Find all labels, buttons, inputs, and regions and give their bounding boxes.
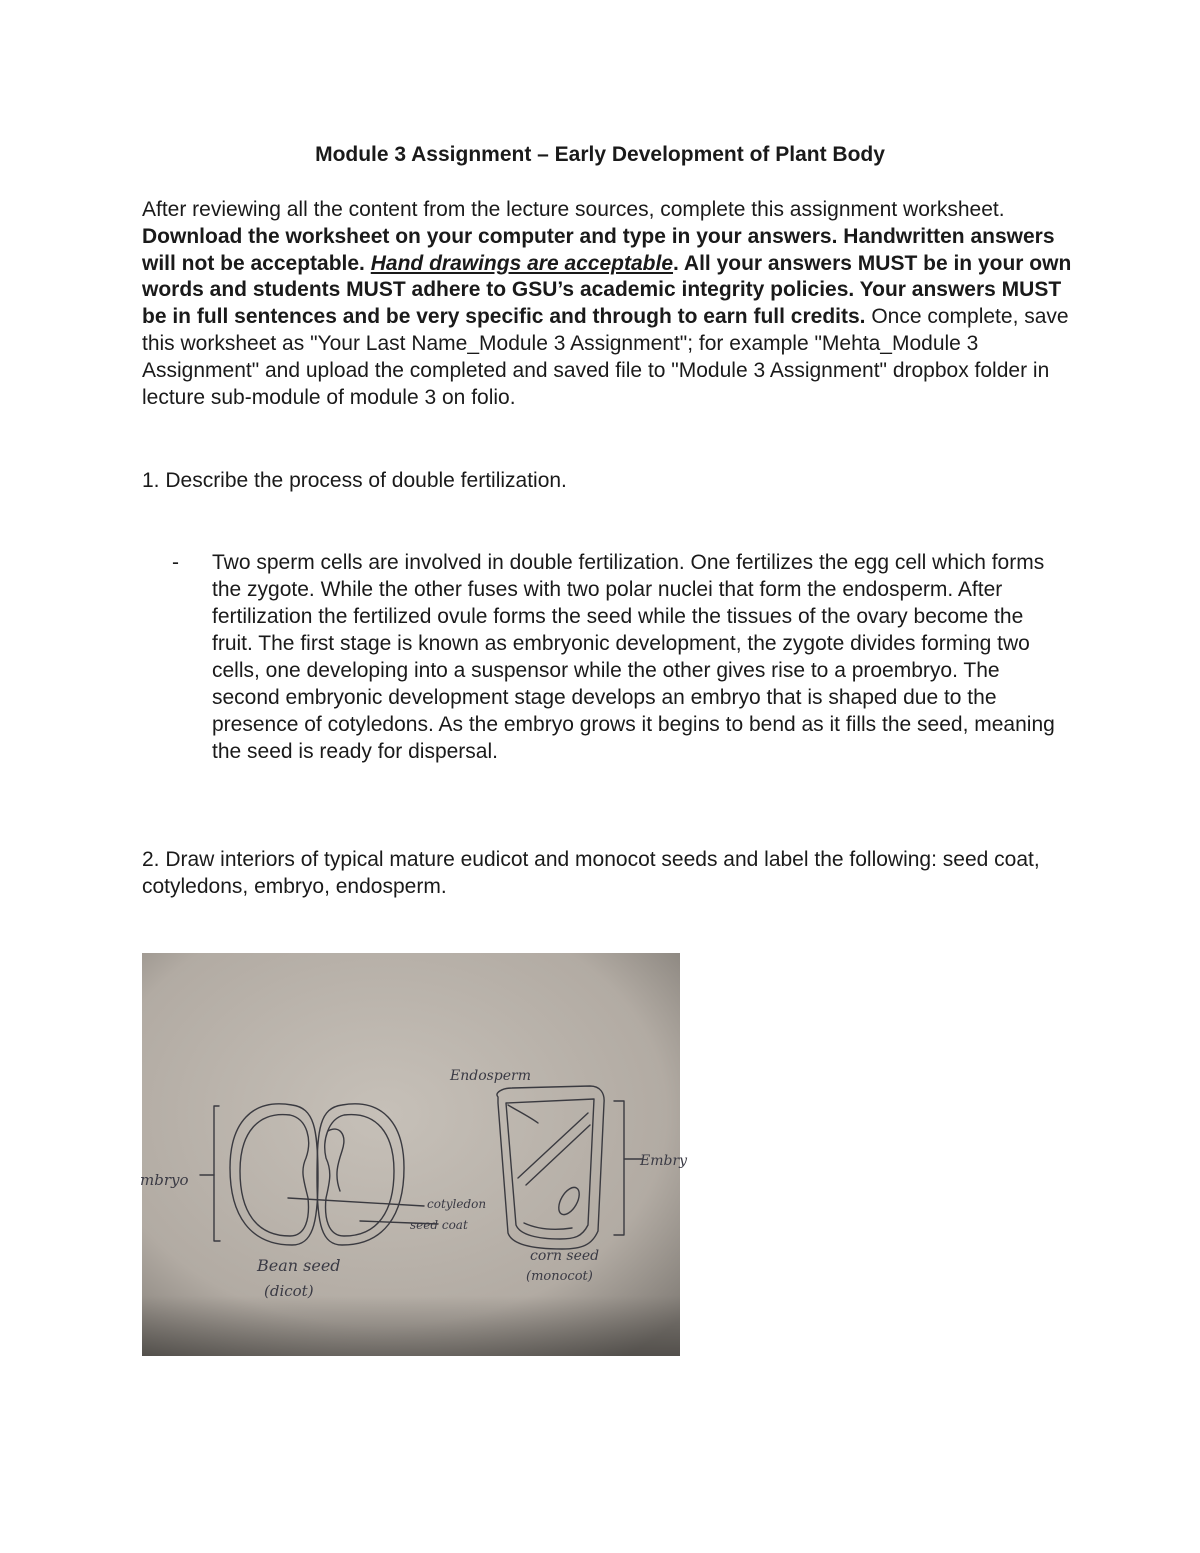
answer-bullet: -: [172, 551, 179, 574]
label-seed-coat: seed coat: [410, 1218, 468, 1232]
question-1: 1. Describe the process of double fertilization.: [142, 469, 567, 492]
seed-drawing-photo: [140, 953, 688, 1356]
label-dicot: (dicot): [264, 1282, 314, 1300]
label-embryo-right: Embry: [640, 1153, 688, 1169]
answer-1: [142, 549, 1072, 765]
intro-text-1: After reviewing all the content from the lecture sources, complete this assignment worksheet.: [142, 198, 1005, 221]
answer-1-text: Two sperm cells are involved in double fertilization. One fertilizes the egg cell which forms the zygote. While the other fuses with two polar nuclei that form the endosperm. After fertilization the fertilized ovule forms the seed while the tissues of the ovary become the fruit. The first stage is known as embryonic development, the zygote divides forming two cells, one developing into a suspensor while the other gives rise to a proembryo. The second embryonic development stage develops an embryo that is shaped due to the presence of cotyledons. As the embryo grows it begins to bend as it fills the seed, meaning the seed is ready for dispersal.: [212, 551, 1055, 763]
page-title: Module 3 Assignment – Early Development of Plant Body: [315, 143, 885, 166]
label-embryo-left: mbryo: [140, 1171, 189, 1189]
label-monocot: (monocot): [526, 1269, 593, 1284]
intro-bold-1: Download the worksheet on your computer and type in your answers. Handwritten answers will not be acceptable.: [142, 224, 1055, 275]
seed-drawing-svg: [140, 953, 688, 1356]
question-2: 2. Draw interiors of typical mature eudicot and monocot seeds and label the following: seed coat, cotyledons, embryo, endosperm.: [142, 848, 1040, 898]
label-cotyledon: cotyledon: [427, 1197, 487, 1211]
intro-bold-2: . All your answers MUST be in your own words and students MUST adhere to GSU’s academic integrity policies. Your answers MUST be in full sentences and be very specific and through to earn full credits.: [142, 251, 1072, 329]
paper-shadow: [142, 953, 680, 1356]
label-bean-seed: Bean seed: [257, 1256, 341, 1275]
intro-underlined: Hand drawings are acceptable: [370, 251, 674, 275]
label-corn-seed: corn seed: [530, 1248, 600, 1264]
intro-text-2: Once complete, save this worksheet as "Your Last Name_Module 3 Assignment"; for example "Mehta_Module 3 Assignment" and upload the completed and saved file to "Module 3 Assignment" dropbox folder in lecture sub-module of module 3 on folio.: [142, 305, 1069, 409]
intro-paragraph: [142, 197, 1072, 411]
label-endosperm: Endosperm: [450, 1068, 532, 1084]
